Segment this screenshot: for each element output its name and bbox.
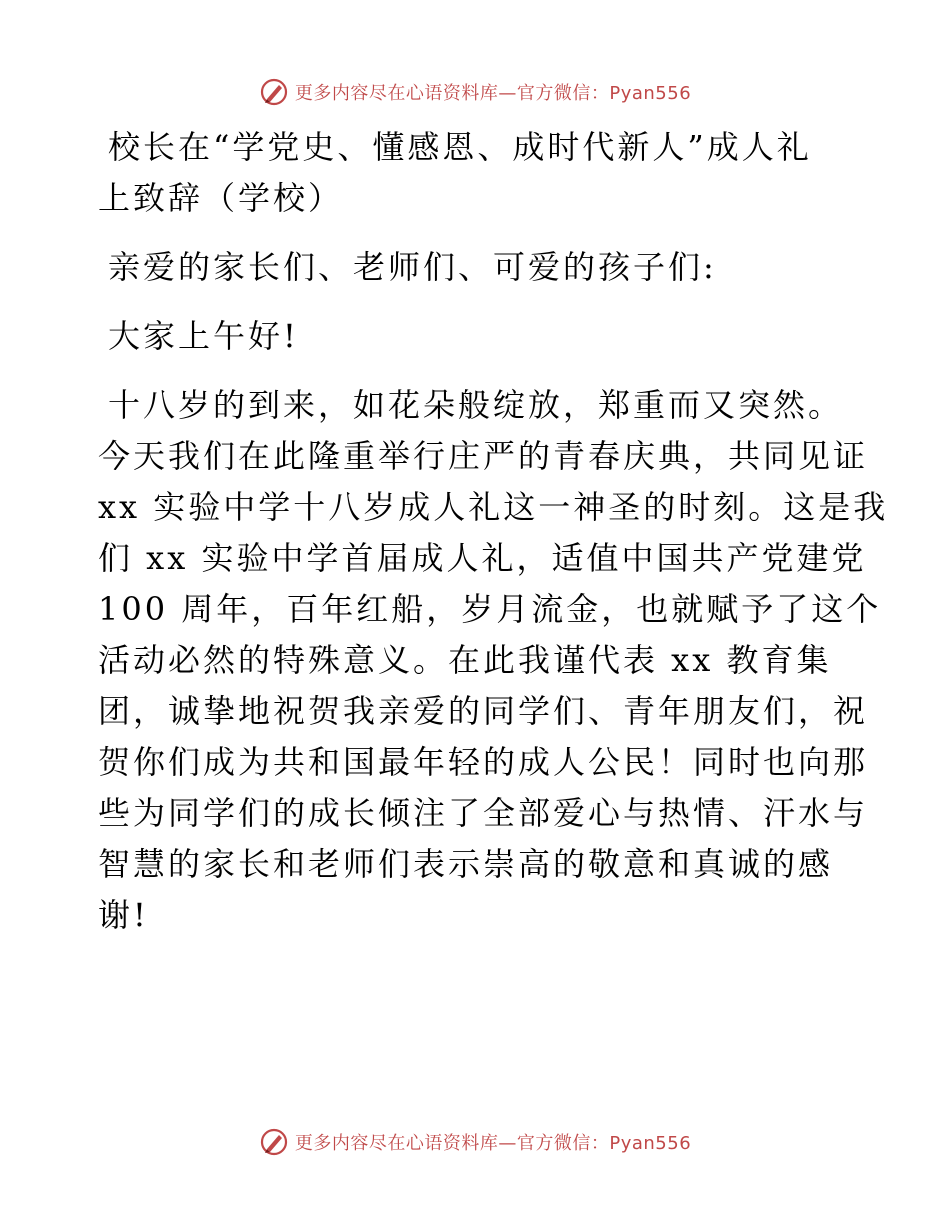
banner-text: 更多内容尽在心语资料库—官方微信：Pyan556	[294, 83, 692, 104]
greeting: 大家上午好!	[108, 317, 299, 355]
body-line: 十八岁的到来，如花朵般绽放，郑重而又突然。	[108, 386, 844, 424]
body-line: 智慧的家长和老师们表示崇高的敬意和真诚的感	[98, 845, 834, 883]
red-pen-logo-icon	[259, 1127, 289, 1157]
body-line: 团，诚挚地祝贺我亲爱的同学们、青年朋友们，祝	[98, 692, 869, 730]
header-banner	[0, 72, 950, 112]
body-line: 贺你们成为共和国最年轻的成人公民！同时也向那	[98, 743, 869, 781]
red-pen-logo-icon	[259, 77, 289, 107]
body-line: 100 周年，百年红船，岁月流金，也就赋予了这个	[98, 590, 882, 628]
footer-banner	[0, 1122, 950, 1162]
body-line: xx 实验中学十八岁成人礼这一神圣的时刻。这是我	[98, 488, 889, 526]
body-line: 些为同学们的成长倾注了全部爱心与热情、汗水与	[98, 794, 869, 832]
title-line-1: 校长在“学党史、懂感恩、成时代新人”成人礼	[108, 128, 812, 166]
body-line: 今天我们在此隆重举行庄严的青春庆典，共同见证	[98, 437, 869, 475]
banner-text: 更多内容尽在心语资料库—官方微信：Pyan556	[294, 1133, 692, 1154]
salutation: 亲爱的家长们、老师们、可爱的孩子们:	[108, 248, 717, 286]
body-line: 们 xx 实验中学首届成人礼，适值中国共产党建党	[98, 539, 867, 577]
body-line: 谢!	[98, 896, 149, 934]
document-body	[98, 122, 889, 941]
body-line: 活动必然的特殊意义。在此我谨代表 xx 教育集	[98, 641, 832, 679]
title-line-2: 上致辞（学校）	[98, 179, 344, 217]
